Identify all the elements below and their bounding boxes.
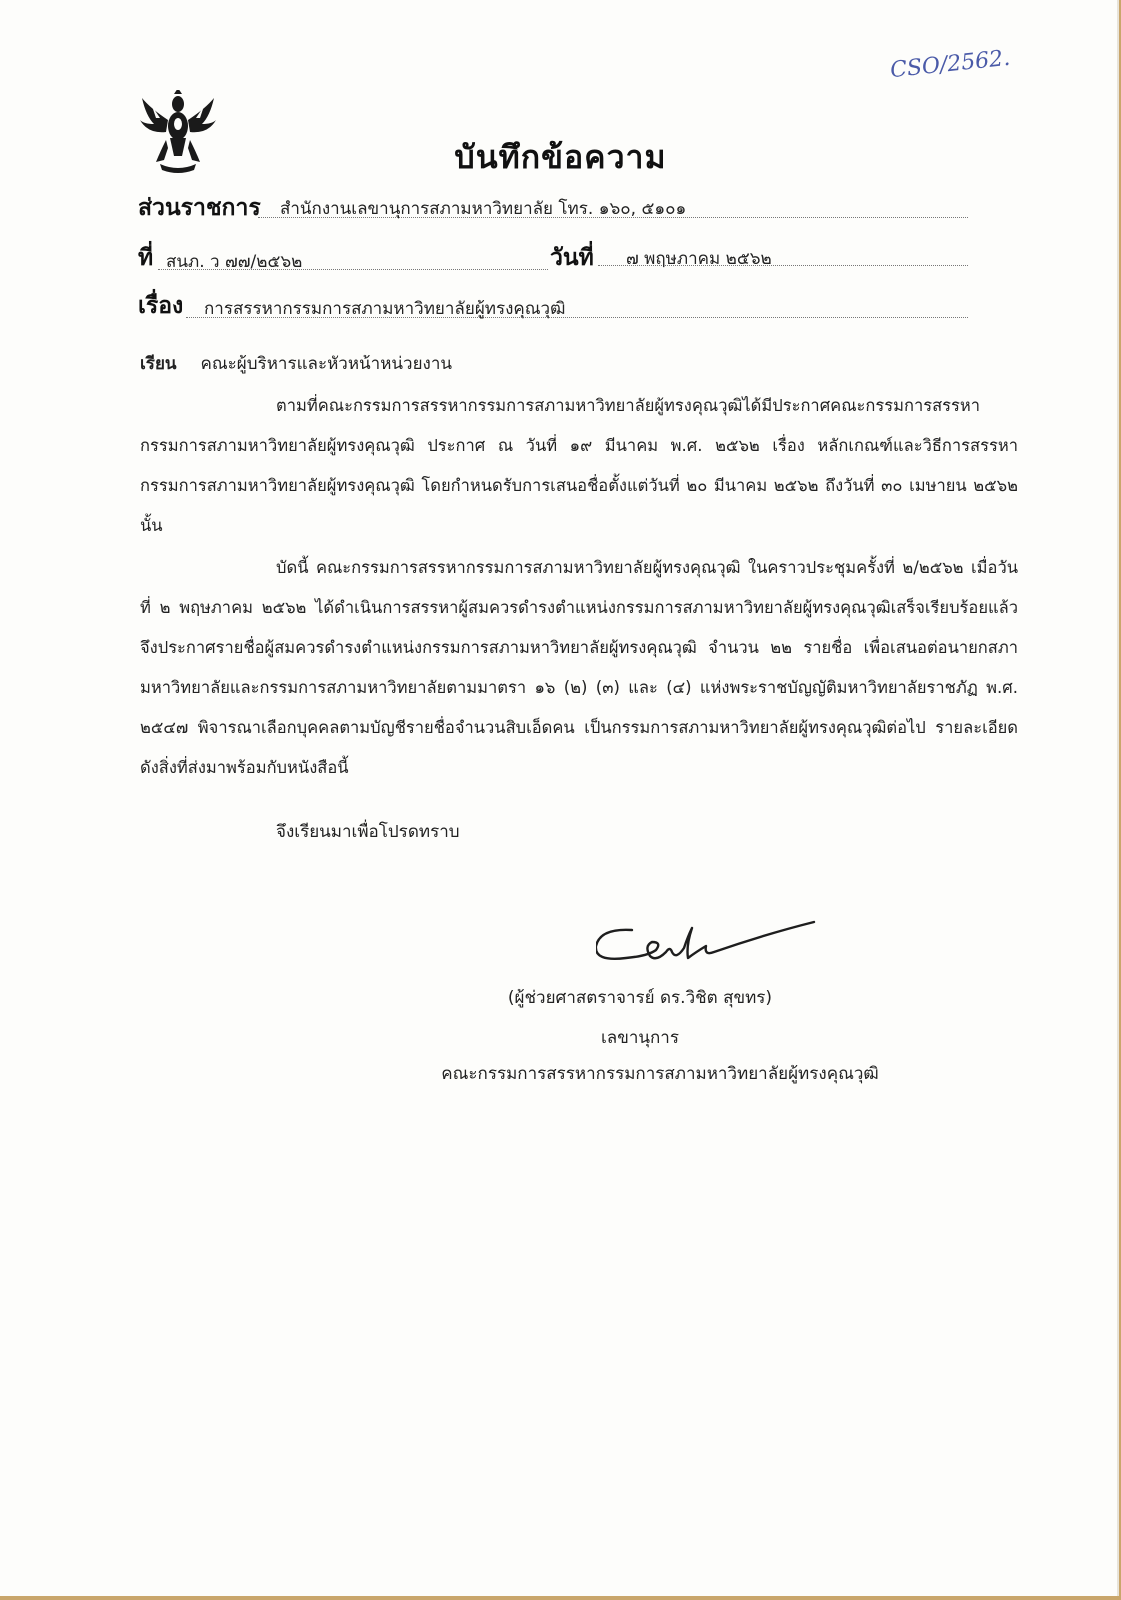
ref-label: ที่ [138,245,154,271]
agency-value: สำนักงานเลขานุการสภามหาวิทยาลัย โทร. ๑๖๐, ๕๑๐๑ [280,199,687,219]
agency-row [0,190,1121,226]
subject-value: การสรรหากรรมการสภามหาวิทยาลัยผู้ทรงคุณวุฒิ [204,299,566,319]
subject-row [0,288,1121,324]
signature-scribble-icon [596,912,834,982]
signatory-position: เลขานุการ [601,1028,679,1048]
date-label: วันที่ [550,245,594,271]
document-title: บันทึกข้อความ [454,138,667,176]
ref-value: สนภ. ว ๗๗/๒๕๖๒ [166,252,303,272]
subject-label: เรื่อง [138,293,184,319]
ref-date-row [0,240,1121,276]
body-paragraph-2: บัดนี้ คณะกรรมการสรรหากรรมการสภามหาวิทยาลัยผู้ทรงคุณวุฒิ ในคราวประชุมครั้งที่ ๒/๒๕๖๒ เมื่อวันที่ ๒ พฤษภาคม ๒๕๖๒ ได้ดำเนินการสรรหาผู้สมควรดำรงตำแหน่งกรรมการสภามหาวิทยาลัยผู้ทรงคุณวุฒิเสร็จเรียบร้อยแล้ว จึงประกาศรายชื่อผู้สมควรดำรงตำแหน่งกรรมการสภามหาวิทยาลัยผู้ทรงคุณวุฒิ จำนวน ๒๒ รายชื่อ เพื่อเสนอต่อนายกสภามหาวิทยาลัยและกรรมการสภามหาวิทยาลัยตามมาตรา ๑๖ (๒) (๓) และ (๔) แห่งพระราชบัญญัติมหาวิทยาลัยราชภัฏ พ.ศ. ๒๕๔๗ พิจารณาเลือกบุคคลตามบัญชีรายชื่อจำนวนสิบเอ็ดคน เป็นกรรมการสภามหาวิทยาลัยผู้ทรงคุณวุฒิต่อไป รายละเอียดดังสิ่งที่ส่งมาพร้อมกับหนังสือนี้ [140,558,1018,777]
date-value: ๗ พฤษภาคม ๒๕๖๒ [626,249,772,269]
closing-line: จึงเรียนมาเพื่อโปรดทราบ [276,822,460,842]
salutation-value: คณะผู้บริหารและหัวหน้าหน่วยงาน [200,354,453,374]
salutation-label: เรียน [140,354,177,374]
signatory-name: (ผู้ช่วยศาสตราจารย์ ดร.วิชิต สุขทร) [507,988,773,1008]
signatory-committee: คณะกรรมการสรรหากรรมการสภามหาวิทยาลัยผู้ทรงคุณวุฒิ [441,1064,879,1084]
agency-label: ส่วนราชการ [138,195,261,221]
handwritten-reference-note: CSO/2562. [889,45,1012,84]
salutation [140,350,452,377]
body-paragraph-1: ตามที่คณะกรรมการสรรหากรรมการสภามหาวิทยาลัยผู้ทรงคุณวุฒิได้มีประกาศคณะกรรมการสรรหากรรมการสภามหาวิทยาลัยผู้ทรงคุณวุฒิ ประกาศ ณ วันที่ ๑๙ มีนาคม พ.ศ. ๒๕๖๒ เรื่อง หลักเกณฑ์และวิธีการสรรหากรรมการสภามหาวิทยาลัยผู้ทรงคุณวุฒิ โดยกำหนดรับการเสนอชื่อตั้งแต่วันที่ ๒๐ มีนาคม ๒๕๖๒ ถึงวันที่ ๓๐ เมษายน ๒๕๖๒ นั้น [140,396,1018,535]
